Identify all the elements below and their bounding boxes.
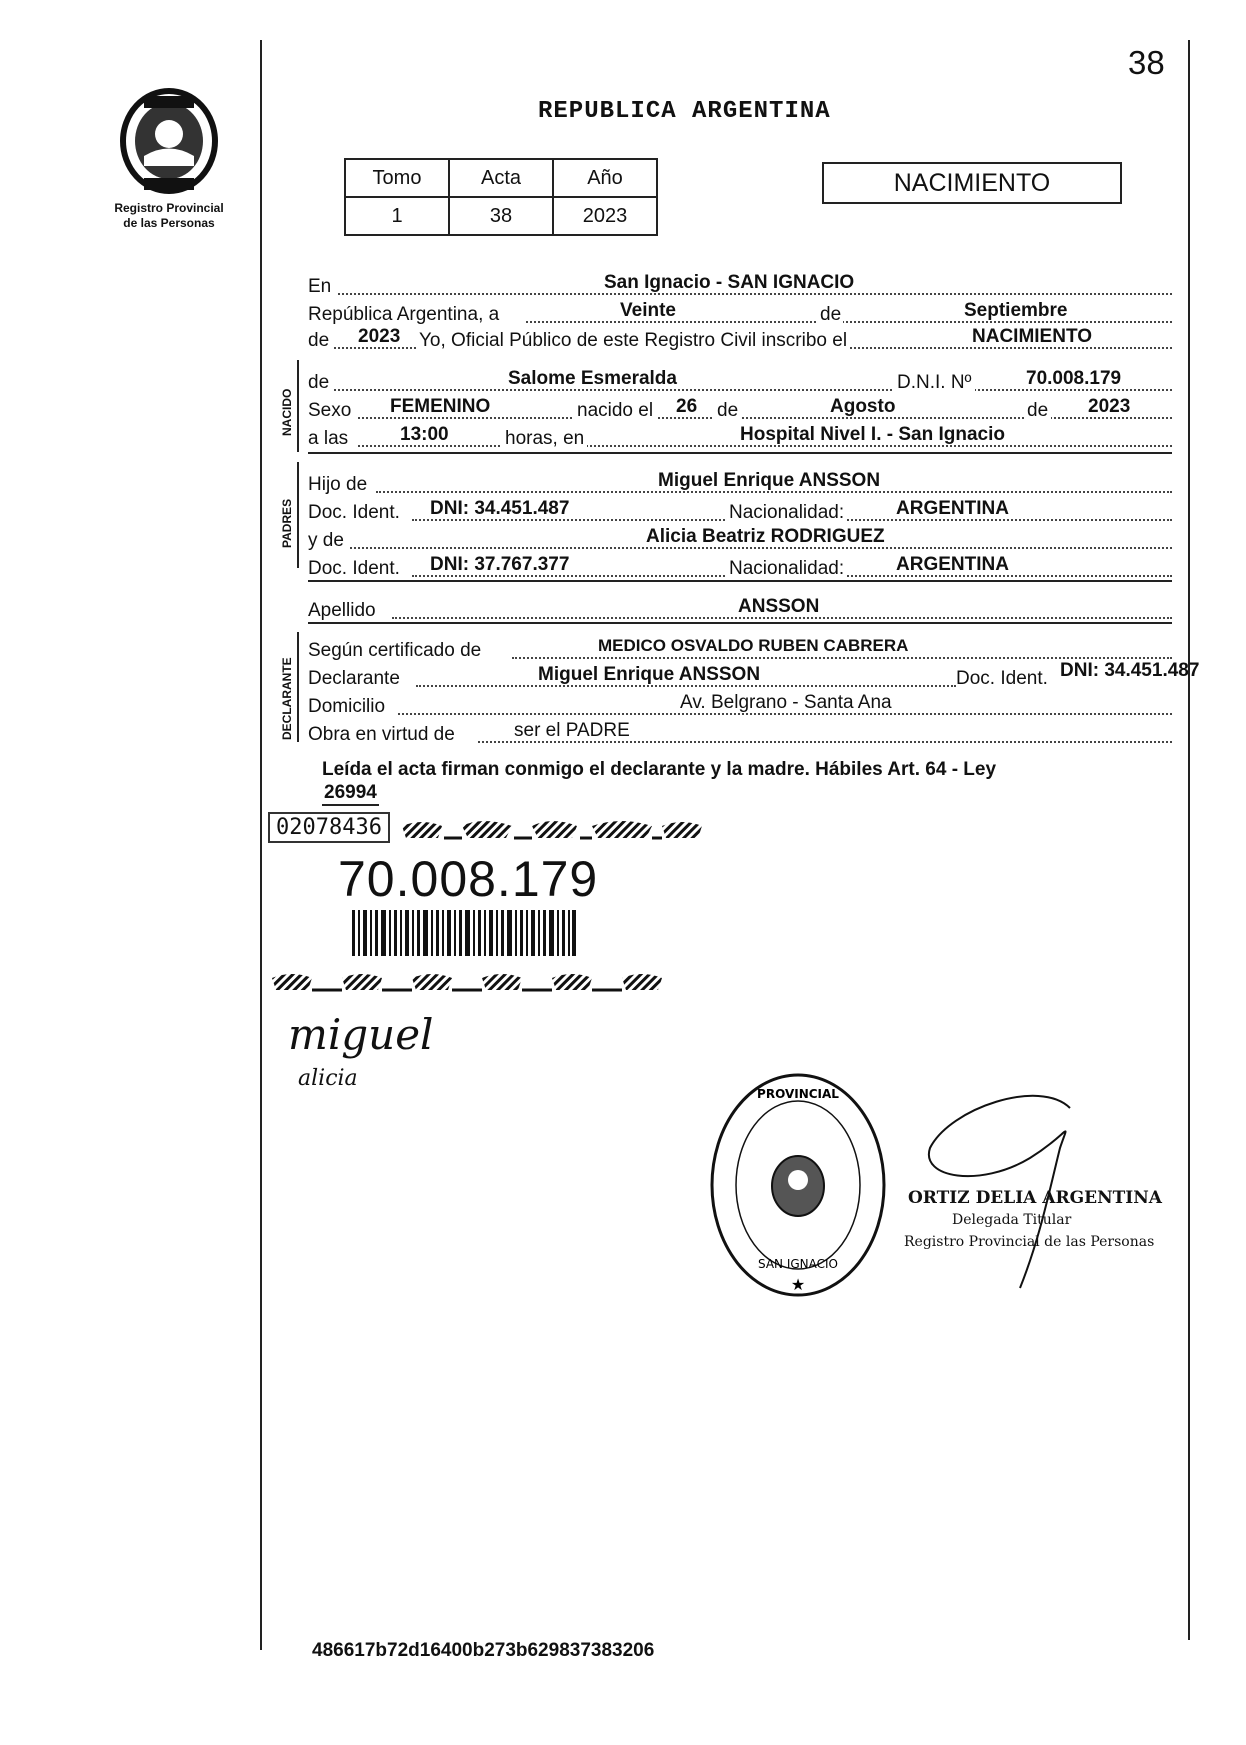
row-en <box>308 272 1172 298</box>
row-apellido <box>308 596 1172 622</box>
row-certificado <box>308 636 1172 662</box>
value-child-dni: 70.008.179 <box>1026 368 1122 389</box>
label-hijo-de: Hijo de <box>308 474 368 495</box>
value-birth-year: 2023 <box>1088 396 1131 417</box>
value-mother-nat: ARGENTINA <box>896 554 1009 575</box>
value-time: 13:00 <box>400 424 449 445</box>
label-obra: Obra en virtud de <box>308 724 455 745</box>
table-header-anio: Año <box>553 159 657 197</box>
label-certificado: Según certificado de <box>308 640 482 661</box>
row-domicilio <box>308 692 1172 718</box>
label-father-doc: Doc. Ident. <box>308 502 400 523</box>
value-act-word: NACIMIENTO <box>972 326 1092 347</box>
logo-caption-2: de las Personas <box>123 216 215 230</box>
value-domicilio: Av. Belgrano - Santa Ana <box>680 692 892 713</box>
section-padres: PADRES <box>280 498 294 548</box>
label-nacido-el: nacido el <box>574 400 656 422</box>
document-title: REPUBLICA ARGENTINA <box>538 98 831 125</box>
official-office: Registro Provincial de las Personas <box>904 1234 1155 1250</box>
label-republica: República Argentina, a <box>308 304 500 325</box>
label-oficial: Yo, Oficial Público de este Registro Civil inscribo el <box>416 330 850 352</box>
registry-table <box>344 158 658 236</box>
table-header-acta: Acta <box>449 159 553 197</box>
closing-text: Leída el acta firman conmigo el declarante y la madre. Hábiles Art. 64 - Ley <box>322 759 997 780</box>
value-birth-day: 26 <box>676 396 698 417</box>
registry-logo <box>104 86 234 231</box>
svg-text:★: ★ <box>790 1275 806 1294</box>
label-de: de <box>820 304 842 325</box>
label-mother-nat: Nacionalidad: <box>726 558 847 580</box>
value-father-nat: ARGENTINA <box>896 498 1009 519</box>
value-declarante-name: Miguel Enrique ANSSON <box>538 664 761 685</box>
father-signature: miguel <box>288 1010 434 1059</box>
row-oficial <box>308 326 1172 352</box>
table-value-tomo: 1 <box>345 197 449 235</box>
label-a-las: a las <box>308 428 349 449</box>
value-mother-doc: DNI: 37.767.377 <box>430 554 570 575</box>
value-declarante-doc: DNI: 34.451.487 <box>1060 660 1200 681</box>
svg-text:SAN IGNACIO: SAN IGNACIO <box>757 1257 839 1271</box>
sticker-dni: 70.008.179 <box>338 851 599 907</box>
table-value-anio: 2023 <box>553 197 657 235</box>
value-year: 2023 <box>358 326 401 347</box>
label-de-3: de <box>308 372 330 393</box>
svg-text:PROVINCIAL: PROVINCIAL <box>757 1087 839 1101</box>
label-y-de: y de <box>308 530 344 551</box>
barcode-icon <box>352 910 576 956</box>
value-child-name: Salome Esmeralda <box>508 368 677 389</box>
row-sexo <box>308 396 1172 422</box>
value-certificado: MEDICO OSVALDO RUBEN CABRERA <box>598 636 909 655</box>
label-apellido: Apellido <box>308 600 376 621</box>
label-declarante-doc: Doc. Ident. <box>956 668 1048 689</box>
label-dni: D.N.I. Nº <box>894 372 975 394</box>
value-mother-name: Alicia Beatriz RODRIGUEZ <box>646 526 885 547</box>
row-a-las <box>308 424 1172 450</box>
label-de-2: de <box>308 330 330 351</box>
page-number: 38 <box>1128 44 1165 81</box>
label-en: En <box>308 276 332 297</box>
value-apellido: ANSSON <box>738 596 820 617</box>
section-declarante: DECLARANTE <box>280 657 294 740</box>
label-domicilio: Domicilio <box>308 696 386 717</box>
document-hash: 486617b72d16400b273b629837383206 <box>312 1640 655 1661</box>
value-obra: ser el PADRE <box>514 720 630 741</box>
table-header-tomo: Tomo <box>345 159 449 197</box>
section-nacido: NACIDO <box>280 388 294 436</box>
row-nacido-name <box>308 368 1172 394</box>
label-sexo: Sexo <box>308 400 352 421</box>
value-day-words: Veinte <box>620 300 676 321</box>
law-number: 26994 <box>322 782 379 806</box>
value-month: Septiembre <box>964 300 1068 321</box>
value-sexo: FEMENINO <box>390 396 491 417</box>
sticker-serial: 02078436 <box>268 812 390 843</box>
logo-caption-1: Registro Provincial <box>114 201 224 215</box>
right-margin-line <box>1188 40 1190 1640</box>
value-birth-place: Hospital Nivel I. - San Ignacio <box>740 424 1005 445</box>
official-role: Delegada Titular <box>952 1212 1072 1228</box>
label-horas: horas, en <box>502 428 587 450</box>
official-seal-icon <box>706 1068 890 1302</box>
row-y-de <box>308 526 1172 552</box>
label-declarante: Declarante <box>308 668 400 689</box>
row-father-doc <box>308 498 1172 524</box>
label-de-5: de <box>1024 400 1051 422</box>
row-declarante <box>308 660 1200 690</box>
row-hijo-de <box>308 470 1172 496</box>
official-name: ORTIZ DELIA ARGENTINA <box>908 1188 1162 1208</box>
row-obra <box>308 720 1172 746</box>
row-republica <box>308 300 1172 326</box>
label-father-nat: Nacionalidad: <box>726 502 847 524</box>
misiones-shield-icon <box>114 86 224 196</box>
label-de-4: de <box>714 400 741 422</box>
mother-signature: alicia <box>298 1066 358 1091</box>
value-father-doc: DNI: 34.451.487 <box>430 498 570 519</box>
label-mother-doc: Doc. Ident. <box>308 558 400 579</box>
table-value-acta: 38 <box>449 197 553 235</box>
act-type-box: NACIMIENTO <box>822 162 1122 204</box>
row-mother-doc <box>308 554 1172 580</box>
value-birth-month: Agosto <box>830 396 896 417</box>
value-father-name: Miguel Enrique ANSSON <box>658 470 881 491</box>
value-place: San Ignacio - SAN IGNACIO <box>604 272 855 293</box>
